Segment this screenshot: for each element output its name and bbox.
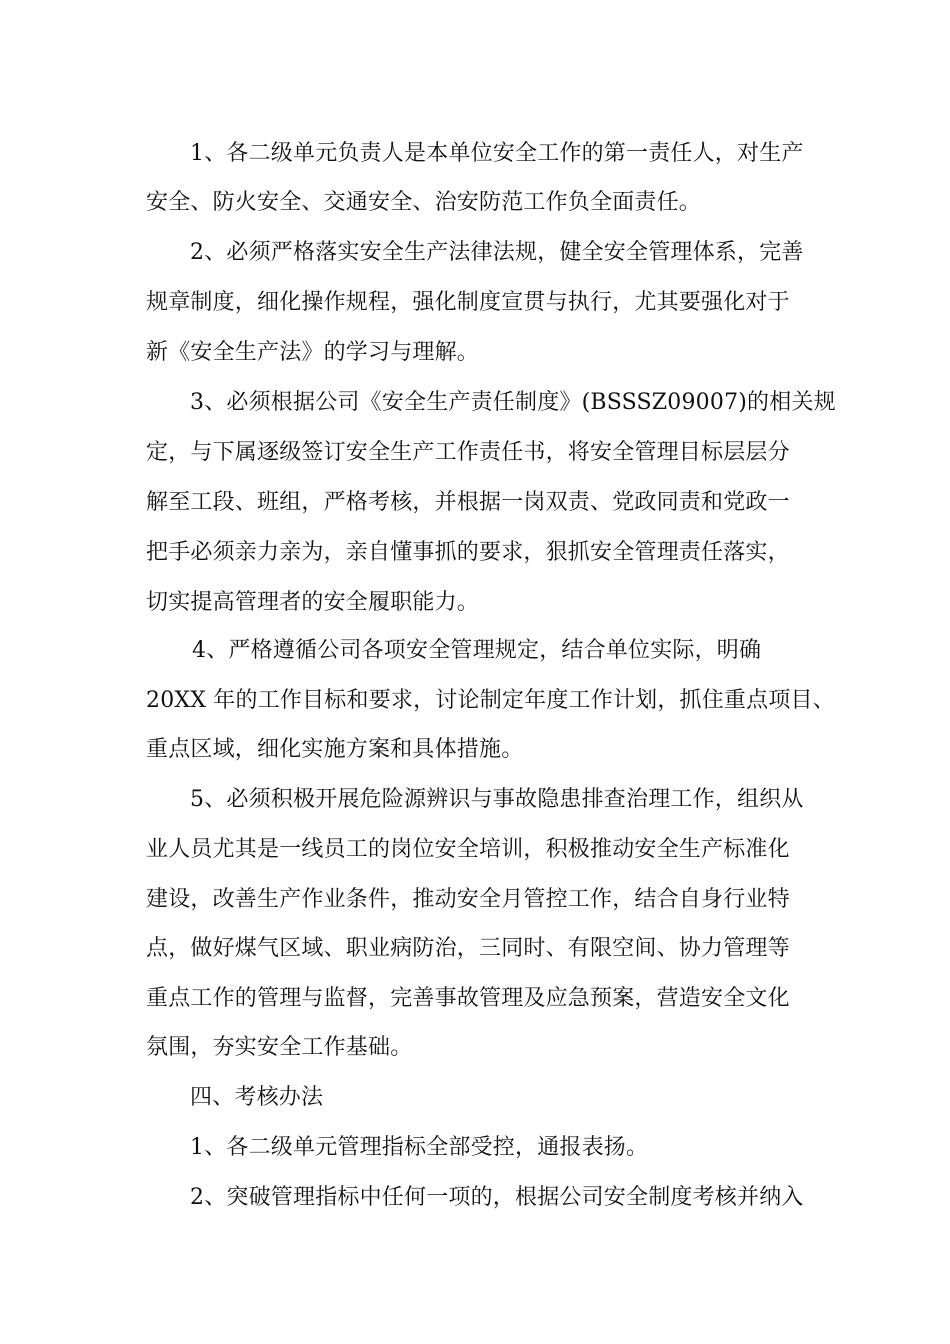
text-line: [0, 825, 950, 875]
text-line: [0, 528, 950, 578]
line-text: 定，与下属逐级签订安全生产工作责任书，将安全管理目标层层分: [146, 440, 790, 465]
text-line: [0, 676, 950, 726]
text-line: [0, 478, 950, 528]
line-text: 20XX 年的工作目标和要求，讨论制定年度工作计划，抓住重点项目、: [146, 688, 835, 713]
line-text: 3、必须根据公司《安全生产责任制度》(BSSSZ09007)的相关规: [190, 390, 836, 415]
line-text: 规章制度，细化操作规程，强化制度宣贯与执行，尤其要强化对于: [146, 290, 790, 315]
text-line: [0, 1173, 950, 1223]
line-text: 建设，改善生产作业条件，推动安全月管控工作，结合自身行业特: [146, 887, 790, 912]
text-line: [0, 1123, 950, 1173]
line-text: 氛围，夯实安全工作基础。: [146, 1035, 413, 1060]
line-text: 重点工作的管理与监督，完善事故管理及应急预案，营造安全文化: [146, 986, 790, 1011]
section-heading: [0, 1073, 950, 1123]
text-line: [0, 228, 950, 278]
line-text: 业人员尤其是一线员工的岗位安全培训，积极推动安全生产标准化: [146, 837, 790, 862]
text-line: [0, 178, 950, 228]
text-line: [0, 578, 950, 628]
text-line: [0, 129, 950, 179]
line-text: 切实提高管理者的安全履职能力。: [146, 590, 480, 615]
line-text: 4、严格遵循公司各项安全管理规定，结合单位实际，明确: [192, 638, 762, 663]
line-text: 四、考核办法: [190, 1085, 324, 1110]
line-text: 重点区域，细化实施方案和具体措施。: [146, 737, 524, 762]
text-line: [0, 1023, 950, 1073]
line-text: 2、必须严格落实安全生产法律法规，健全安全管理体系，完善: [190, 240, 804, 265]
line-text: 新《安全生产法》的学习与理解。: [146, 340, 480, 365]
text-line: [0, 974, 950, 1024]
text-line: [0, 278, 950, 328]
text-line: [0, 378, 950, 428]
line-text: 解至工段、班组，严格考核，并根据一岗双责、党政同责和党政一: [146, 490, 790, 515]
line-text: 5、必须积极开展危险源辨识与事故隐患排查治理工作，组织从: [190, 787, 804, 812]
text-line: [0, 924, 950, 974]
line-text: 1、各二级单元负责人是本单位安全工作的第一责任人，对生产: [190, 141, 804, 166]
line-text: 1、各二级单元管理指标全部受控，通报表扬。: [190, 1135, 649, 1160]
line-text: 安全、防火安全、交通安全、治安防范工作负全面责任。: [146, 190, 702, 215]
text-line: [0, 775, 950, 825]
line-text: 把手必须亲力亲为，亲自懂事抓的要求，狠抓安全管理责任落实，: [146, 540, 790, 565]
text-line: [0, 725, 950, 775]
line-text: 2、突破管理指标中任何一项的，根据公司安全制度考核并纳入: [190, 1185, 804, 1210]
text-line: [0, 328, 950, 378]
text-line: [0, 626, 950, 676]
line-text: 点，做好煤气区域、职业病防治，三同时、有限空间、协力管理等: [146, 936, 790, 961]
text-line: [0, 428, 950, 478]
text-line: [0, 875, 950, 925]
